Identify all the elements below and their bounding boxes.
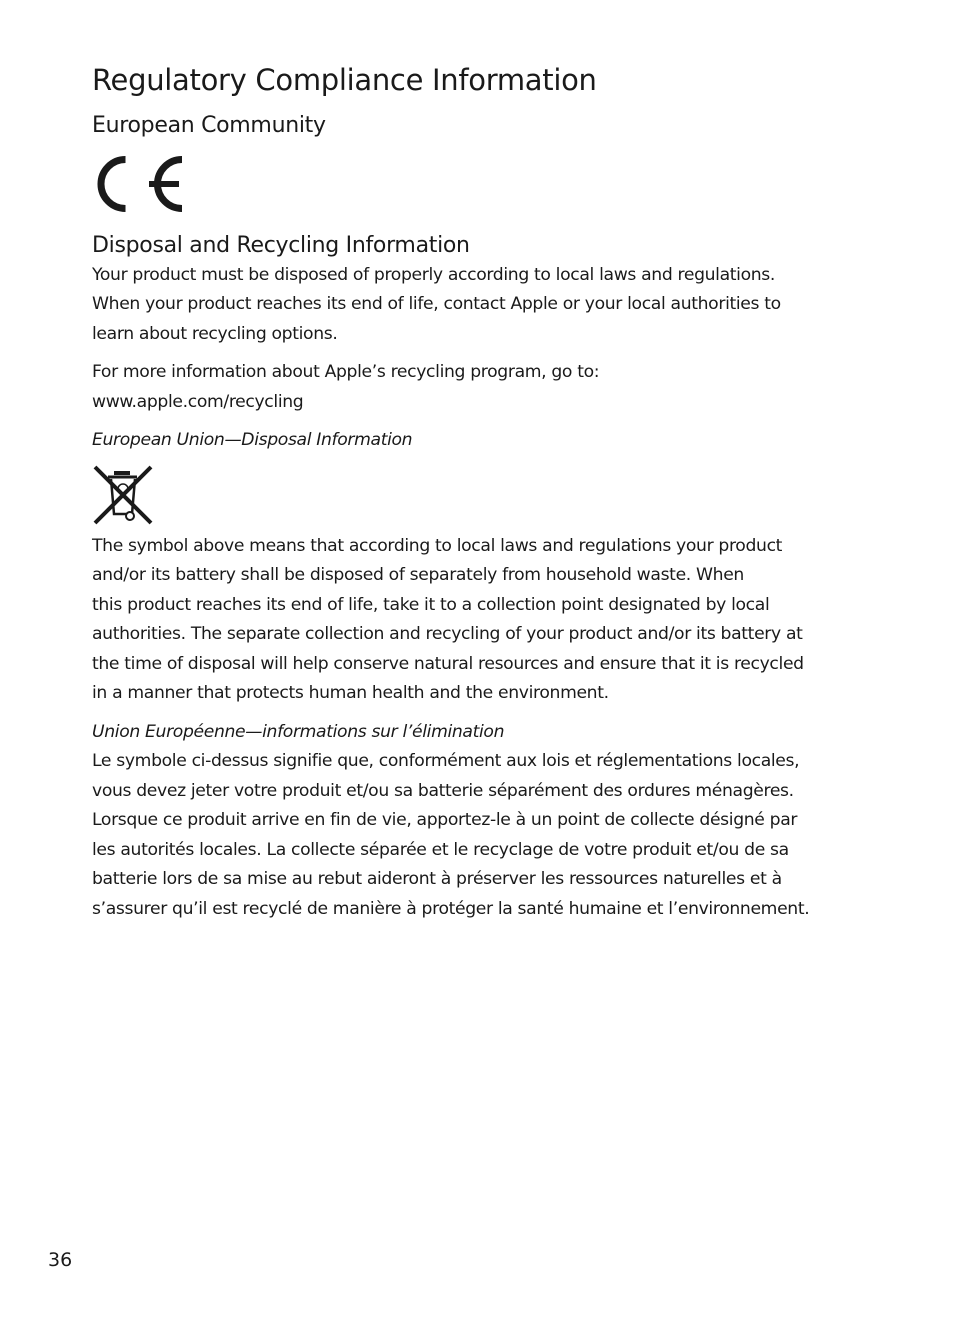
page-title: Regulatory Compliance Information [92,63,597,97]
text-line: Lorsque ce produit arrive en fin de vie, apportez-le à un point de collecte désigné par [92,810,798,831]
disposal-paragraph [92,261,892,350]
text-line: authorities. The separate collection and recycling of your product and/or its battery at [92,624,803,645]
text-line: s’assurer qu’il est recyclé de manière à protéger la santé humaine et l’environnement. [92,898,810,919]
ce-mark-icon [91,154,185,214]
page-content [92,62,892,924]
text-line: Le symbole ci-dessus signifie que, conformément aux lois et réglementations locales, [92,751,800,772]
fr-disposal-paragraph [92,747,892,924]
disposal-heading: Disposal and Recycling Information [92,233,470,259]
text-line: les autorités locales. La collecte séparée et le recyclage de votre produit et/ou de sa [92,839,789,860]
text-line: this product reaches its end of life, take it to a collection point designated by local [92,594,770,615]
fr-disposal-heading: Union Européenne—informations sur l’élimination [92,721,505,742]
eu-disposal-heading: European Union—Disposal Information [92,430,413,451]
recycling-url: www.apple.com/recycling [92,391,304,412]
text-line: For more information about Apple’s recycling program, go to: [92,362,600,383]
text-line: learn about recycling options. [92,323,338,344]
text-line: the time of disposal will help conserve natural resources and ensure that it is recycled [92,653,804,674]
crossed-out-wheelie-bin-icon [92,464,154,526]
recycling-program-paragraph [92,358,892,417]
text-line: and/or its battery shall be disposed of separately from household waste. When [92,565,744,586]
text-line: batterie lors de sa mise au rebut aideront à préserver les ressources naturelles et à [92,869,782,890]
text-line: When your product reaches its end of life, contact Apple or your local authorities to [92,294,781,315]
text-line: vous devez jeter votre produit et/ou sa batterie séparément des ordures ménagères. [92,780,794,801]
text-line: in a manner that protects human health and the environment. [92,683,609,704]
eu-disposal-paragraph [92,532,892,709]
text-line: The symbol above means that according to local laws and regulations your product [92,535,783,556]
text-line: Your product must be disposed of properly according to local laws and regulations. [92,264,776,285]
european-community-heading: European Community [92,112,326,138]
page-number: 36 [48,1249,73,1271]
